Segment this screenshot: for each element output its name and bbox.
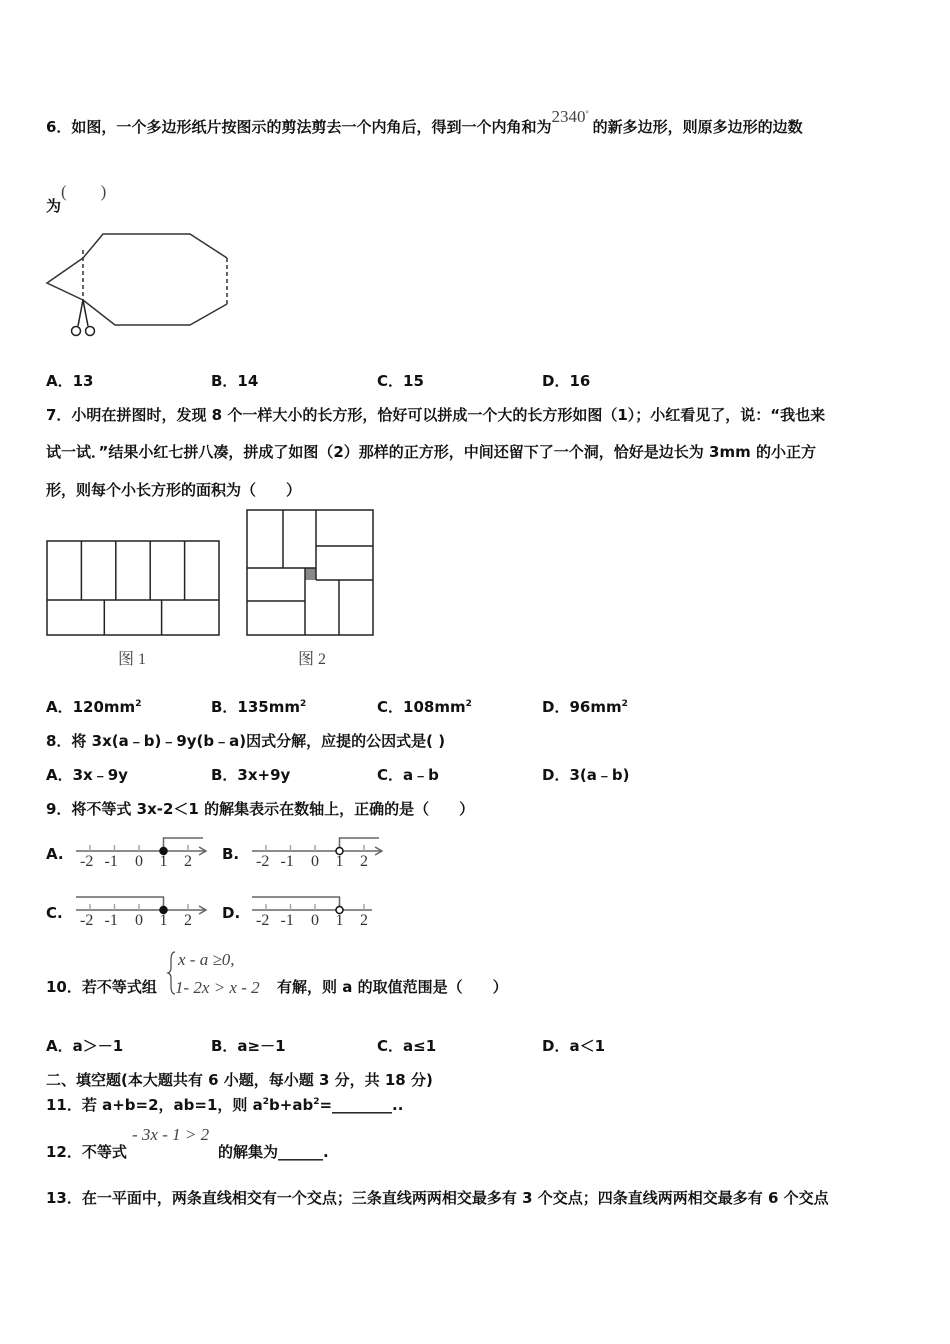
tick-label: -1 bbox=[104, 912, 118, 929]
q9-text: 9．将不等式 3x-2＜1 的解集表示在数轴上，正确的是（ ） bbox=[46, 800, 475, 818]
q9-option-a: A. bbox=[46, 845, 64, 863]
q12-expression: - 3x - 1 > 2 bbox=[132, 1125, 210, 1144]
q7-option-b: B．$135mm^2$ bbox=[211, 698, 307, 716]
tick-label: -2 bbox=[256, 912, 270, 929]
tick-label: -1 bbox=[280, 912, 294, 929]
solution-ray bbox=[76, 897, 164, 910]
scissors-icon bbox=[72, 300, 95, 336]
q10-option-b: B．a≥－1 bbox=[211, 1037, 286, 1055]
q8-option-a: A．3x﹣9y bbox=[46, 766, 128, 784]
tick-label: -2 bbox=[80, 853, 94, 870]
q6-option-b: B．14 bbox=[211, 372, 259, 390]
q7-option-c: C．$108mm^2$ bbox=[377, 698, 472, 716]
tick-label: 1 bbox=[159, 912, 168, 929]
q8-option-b: B．3x+9y bbox=[211, 766, 291, 784]
hole bbox=[305, 568, 316, 580]
q10-suffix: 有解，则 a 的取值范围是（ ） bbox=[277, 978, 508, 996]
tick-label: 0 bbox=[311, 853, 319, 870]
system-brace bbox=[168, 952, 175, 994]
q7-line1: 7．小明在拼图时，发现 8 个一样大小的长方形，恰好可以拼成一个大的长方形如图（1）；小红看见了，说：“我也来 bbox=[46, 406, 826, 424]
q8-text: 8．将 3x(a﹣b)﹣9y(b﹣a)因式分解，应提的公因式是( ) bbox=[46, 732, 446, 750]
figure-1-caption: 图 1 bbox=[118, 651, 147, 668]
q6-option-a: A．13 bbox=[46, 372, 94, 390]
q10-option-d: D．a＜1 bbox=[542, 1037, 606, 1055]
q7-line2: 试一试．”结果小红七拼八凑，拼成了如图（2）那样的正方形，中间还留下了一个洞，恰好是边长为 3mm 的小正方 bbox=[46, 443, 816, 461]
q8-option-c: C．a﹣b bbox=[377, 766, 439, 784]
q7-option-d: D．$96mm^2$ bbox=[542, 698, 628, 716]
figure-1-rectangles bbox=[47, 541, 219, 635]
q10-option-a: A．a＞－1 bbox=[46, 1037, 124, 1055]
q6-text-end: 为( ) bbox=[46, 182, 107, 215]
section-2-heading: 二、填空题(本大题共有 6 小题，每小题 3 分，共 18 分) bbox=[46, 1071, 433, 1089]
q9-option-b: B. bbox=[222, 845, 240, 863]
tick-label: 1 bbox=[159, 853, 168, 870]
tick-label: -2 bbox=[256, 853, 270, 870]
q9-option-c: C. bbox=[46, 904, 63, 922]
q13-text: 13．在一平面中，两条直线相交有一个交点；三条直线两两相交最多有 3 个交点；四条直线两两相交最多有 6 个交点 bbox=[46, 1189, 829, 1207]
tick-label: 0 bbox=[135, 853, 143, 870]
q10-eq2: 1- 2x > x - 2 bbox=[175, 978, 260, 997]
q8-option-d: D．3(a﹣b) bbox=[542, 766, 630, 784]
q6-option-c: C．15 bbox=[377, 372, 424, 390]
tick-label: 2 bbox=[184, 853, 192, 870]
tick-label: 0 bbox=[135, 912, 143, 929]
tick-label: -1 bbox=[280, 853, 294, 870]
q12-suffix: 的解集为______. bbox=[218, 1143, 329, 1161]
tick-label: 2 bbox=[184, 912, 192, 929]
q10-option-c: C．a≤1 bbox=[377, 1037, 437, 1055]
solution-ray bbox=[164, 838, 204, 851]
tick-label: 1 bbox=[335, 912, 344, 929]
tick-label: -2 bbox=[80, 912, 94, 929]
polygon-figure bbox=[47, 234, 227, 325]
q9-option-d: D. bbox=[222, 904, 241, 922]
tick-label: 2 bbox=[360, 853, 368, 870]
tick-label: 1 bbox=[335, 853, 344, 870]
q7-line3: 形，则每个小长方形的面积为（ ） bbox=[46, 481, 302, 499]
q10-prefix: 10．若不等式组 bbox=[46, 978, 157, 996]
q12-prefix: 12．不等式 bbox=[46, 1143, 127, 1161]
solution-ray bbox=[252, 897, 340, 910]
q6-option-d: D．16 bbox=[542, 372, 591, 390]
figure-2-square bbox=[247, 510, 373, 635]
solution-ray bbox=[340, 838, 380, 851]
tick-label: -1 bbox=[104, 853, 118, 870]
figure-2-caption: 图 2 bbox=[298, 651, 327, 668]
q7-option-a: A．$120mm^2$ bbox=[46, 698, 142, 716]
q10-eq1: x - a ≥0, bbox=[178, 950, 235, 969]
q6-text: 6．如图，一个多边形纸片按图示的剪法剪去一个内角后，得到一个内角和为2340°的新多边形，则原多边形的边数 bbox=[46, 107, 803, 136]
q11-text: 11．若 a+b=2，ab=1，则 $a^2b+ab^2=\_\_\_\_\_\_\_\_$.. bbox=[46, 1096, 404, 1114]
tick-label: 0 bbox=[311, 912, 319, 929]
tick-label: 2 bbox=[360, 912, 368, 929]
